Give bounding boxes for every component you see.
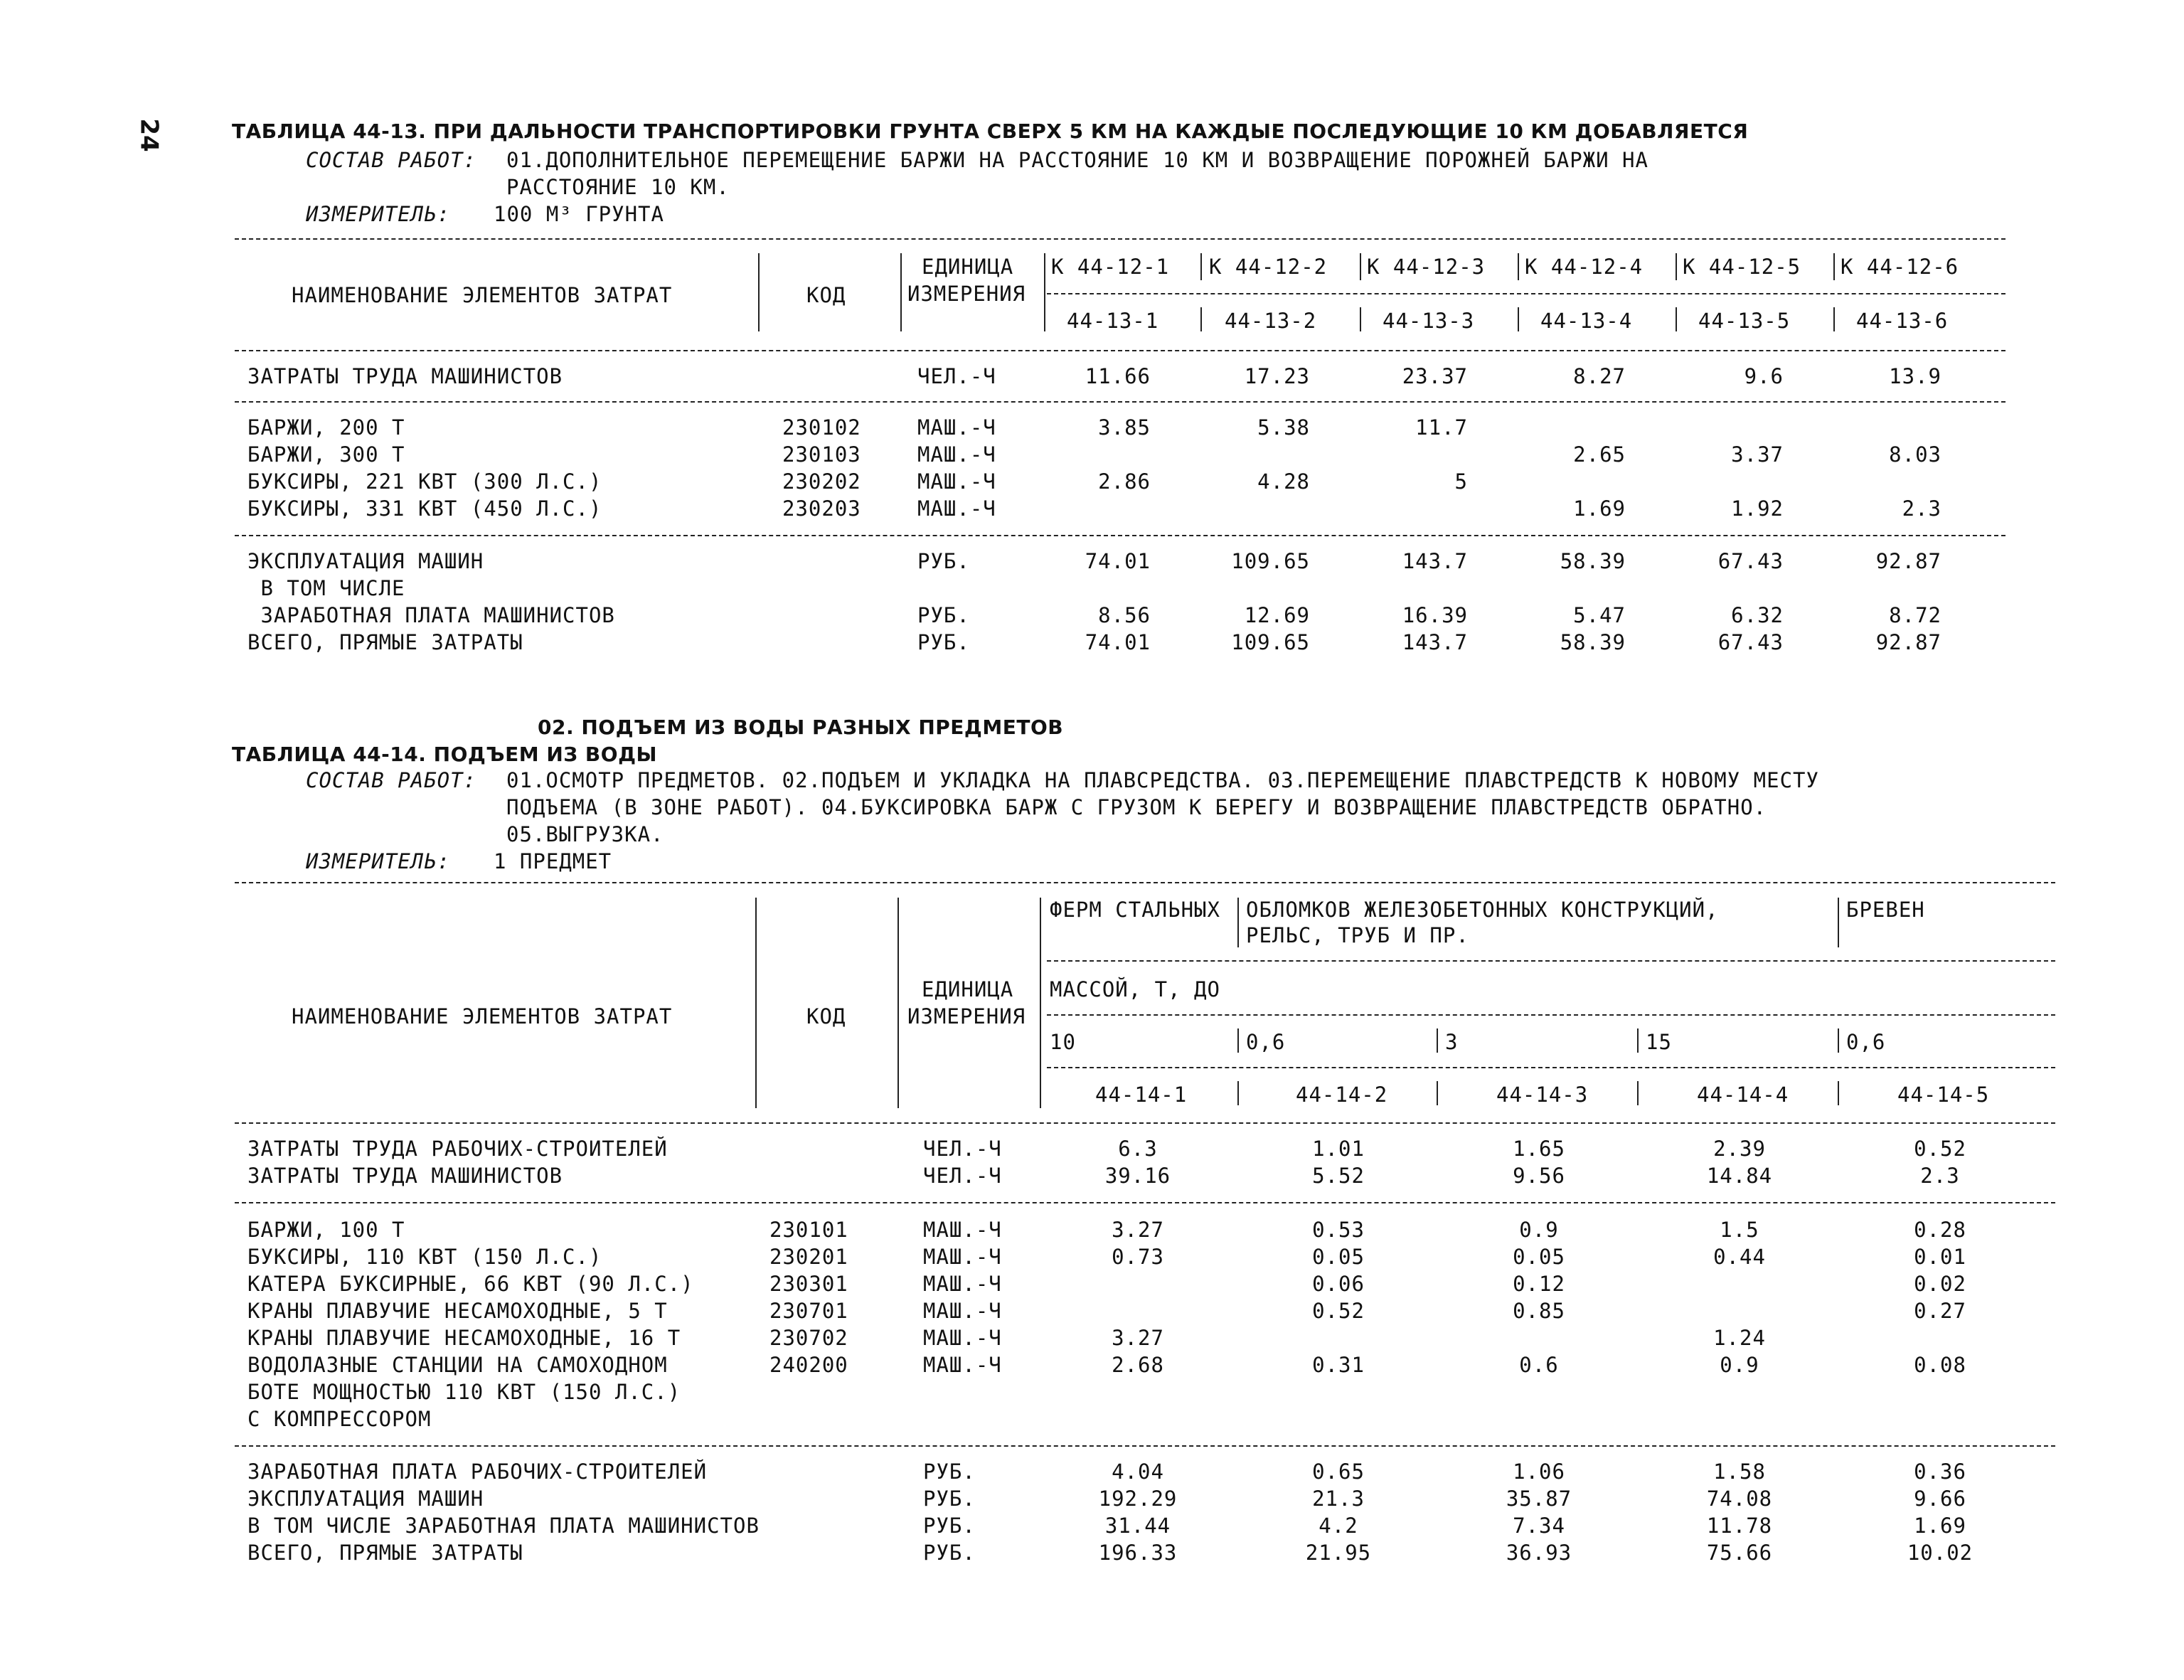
table-rule — [235, 1445, 2055, 1447]
table-cell-value: 0.28 — [1914, 1218, 1966, 1242]
table-cell-value: 0.52 — [1312, 1299, 1365, 1323]
table-cell-value: 75.66 — [1706, 1541, 1773, 1565]
table-cell-value: 1.69 — [1914, 1514, 1966, 1538]
table-rule — [235, 1202, 2055, 1203]
row-name: ЭКСПЛУАТАЦИЯ МАШИН — [247, 1487, 484, 1511]
table-cell-value: 6.3 — [1118, 1137, 1158, 1161]
work-composition-line-1: 01.ОСМОТР ПРЕДМЕТОВ. 02.ПОДЪЕМ И УКЛАДКА НА ПЛАВСРЕДСТВА. 03.ПЕРЕМЕЩЕНИЕ ПЛАВСТРЕДСТВ К НОВОМУ МЕСТУ — [506, 768, 1819, 792]
table-cell-value: 0.6 — [1519, 1353, 1559, 1377]
table-rule — [1047, 1014, 2055, 1016]
table-cell-value: 0.9 — [1519, 1218, 1559, 1242]
column-divider — [755, 898, 757, 1108]
row-unit: МАШ.-Ч — [923, 1245, 1002, 1269]
table-cell-value: 0.36 — [1914, 1460, 1966, 1484]
table-cell-value: 12.69 — [1244, 603, 1310, 627]
work-composition-label: СОСТАВ РАБОТ: — [306, 148, 476, 172]
row-unit: МАШ.-Ч — [917, 469, 996, 494]
table-cell-value: 3.37 — [1731, 442, 1784, 467]
table-cell-value: 14.84 — [1706, 1164, 1773, 1188]
work-composition-line-2: РАССТОЯНИЕ 10 КМ. — [506, 175, 730, 199]
table-cell-value: 4.04 — [1112, 1460, 1164, 1484]
table-cell-value: 36.93 — [1506, 1541, 1572, 1565]
table-cell-value: 143.7 — [1402, 549, 1468, 573]
row-unit: МАШ.-Ч — [923, 1272, 1002, 1296]
table-cell-value: 9.66 — [1914, 1487, 1966, 1511]
table-cell-value: 0.06 — [1312, 1272, 1365, 1296]
row-name: С КОМПРЕССОРОМ — [247, 1407, 432, 1431]
row-name: КРАНЫ ПЛАВУЧИЕ НЕСАМОХОДНЫЕ, 16 Т — [247, 1326, 681, 1350]
row-name: БУКСИРЫ, 331 КВТ (450 Л.С.) — [247, 496, 602, 521]
row-code: 230101 — [769, 1218, 848, 1242]
table-cell-value: 0.01 — [1914, 1245, 1966, 1269]
table-cell-value: 5.52 — [1312, 1164, 1365, 1188]
row-unit: МАШ.-Ч — [923, 1218, 1002, 1242]
table-cell-value: 2.65 — [1573, 442, 1626, 467]
column-divider — [1237, 1081, 1239, 1105]
table-cell-value: 7.34 — [1513, 1514, 1565, 1538]
column-code: 44-13-1 — [1067, 309, 1159, 333]
table-cell-value: 17.23 — [1244, 364, 1310, 388]
table-cell-value: 1.01 — [1312, 1137, 1365, 1161]
row-unit: МАШ.-Ч — [917, 496, 996, 521]
table-44-14-title: ТАБЛИЦА 44-14. ПОДЪЕМ ИЗ ВОДЫ — [232, 743, 658, 766]
table-cell-value: 67.43 — [1717, 549, 1784, 573]
table-cell-value: 3.85 — [1098, 415, 1151, 440]
table-cell-value: 0.12 — [1513, 1272, 1565, 1296]
table-cell-value: 9.6 — [1744, 364, 1784, 388]
header-code: КОД — [806, 1004, 846, 1028]
table-cell-value: 11.78 — [1706, 1514, 1773, 1538]
mass-value: 3 — [1445, 1030, 1459, 1054]
row-code: 230103 — [782, 442, 861, 467]
table-cell-value: 8.27 — [1573, 364, 1626, 388]
column-code: 44-13-6 — [1856, 309, 1949, 333]
table-rule — [1047, 293, 2005, 294]
column-code: 44-14-5 — [1897, 1083, 1990, 1107]
column-divider — [1437, 1081, 1438, 1105]
work-composition-line-1: 01.ДОПОЛНИТЕЛЬНОЕ ПЕРЕМЕЩЕНИЕ БАРЖИ НА РАССТОЯНИЕ 10 КМ И ВОЗВРАЩЕНИЕ ПОРОЖНЕЙ БАРЖИ НА — [506, 148, 1648, 172]
table-cell-value: 196.33 — [1098, 1541, 1178, 1565]
row-name: ЭКСПЛУАТАЦИЯ МАШИН — [247, 549, 484, 573]
table-cell-value: 5.38 — [1257, 415, 1310, 440]
table-rule — [235, 882, 2055, 883]
table-cell-value: 31.44 — [1104, 1514, 1171, 1538]
table-cell-value: 192.29 — [1098, 1487, 1178, 1511]
row-code: 240200 — [769, 1353, 848, 1377]
table-cell-value: 0.9 — [1720, 1353, 1759, 1377]
row-unit: МАШ.-Ч — [917, 415, 996, 440]
table-cell-value: 2.68 — [1112, 1353, 1164, 1377]
work-composition-line-2: ПОДЪЕМА (В ЗОНЕ РАБОТ). 04.БУКСИРОВКА БАРЖ С ГРУЗОМ К БЕРЕГУ И ВОЗВРАЩЕНИЕ ПЛАВСТРЕДСТВ ОБРАТНО. — [506, 795, 1767, 819]
column-divider — [1637, 1028, 1639, 1053]
column-divider — [1040, 898, 1041, 1108]
header-unit: ЕДИНИЦА — [922, 255, 1014, 279]
column-divider — [1838, 1028, 1839, 1053]
table-cell-value: 21.3 — [1312, 1487, 1365, 1511]
row-name: БАРЖИ, 100 Т — [247, 1218, 405, 1242]
row-unit: МАШ.-Ч — [923, 1353, 1002, 1377]
table-cell-value: 0.05 — [1513, 1245, 1565, 1269]
mass-value: 0,6 — [1846, 1030, 1886, 1054]
column-code: 44-14-1 — [1095, 1083, 1188, 1107]
table-rule — [235, 401, 2005, 403]
header-concrete-debris: РЕЛЬС, ТРУБ И ПР. — [1246, 923, 1469, 947]
table-cell-value: 4.2 — [1319, 1514, 1358, 1538]
column-divider — [1833, 253, 1835, 280]
column-divider — [1838, 898, 1839, 947]
row-name: ВСЕГО, ПРЯМЫЕ ЗАТРАТЫ — [247, 1541, 523, 1565]
row-unit: РУБ. — [923, 1487, 976, 1511]
row-code: 230203 — [782, 496, 861, 521]
column-divider — [1200, 307, 1202, 331]
section-heading: 02. ПОДЪЕМ ИЗ ВОДЫ РАЗНЫХ ПРЕДМЕТОВ — [538, 716, 1064, 739]
row-unit: ЧЕЛ.-Ч — [917, 364, 996, 388]
row-code: 230201 — [769, 1245, 848, 1269]
table-cell-value: 0.02 — [1914, 1272, 1966, 1296]
row-unit: РУБ. — [923, 1541, 976, 1565]
row-name: В ТОМ ЧИСЛЕ — [247, 576, 405, 600]
column-code-top: К 44-12-2 — [1209, 255, 1328, 279]
table-cell-value: 1.65 — [1513, 1137, 1565, 1161]
work-composition-label: СОСТАВ РАБОТ: — [306, 768, 476, 792]
header-unit: ИЗМЕРЕНИЯ — [907, 1004, 1026, 1028]
table-cell-value: 1.06 — [1513, 1460, 1565, 1484]
header-element-name: НАИМЕНОВАНИЕ ЭЛЕМЕНТОВ ЗАТРАТ — [292, 1004, 673, 1028]
table-cell-value: 23.37 — [1402, 364, 1468, 388]
measure-label: ИЗМЕРИТЕЛЬ: — [306, 202, 451, 226]
row-code: 230102 — [782, 415, 861, 440]
row-unit: ЧЕЛ.-Ч — [923, 1137, 1002, 1161]
column-divider — [1360, 307, 1361, 331]
mass-value: 10 — [1050, 1030, 1076, 1054]
work-composition-line-3: 05.ВЫГРУЗКА. — [506, 822, 664, 846]
column-divider — [1360, 253, 1361, 280]
table-cell-value: 0.85 — [1513, 1299, 1565, 1323]
row-name: ЗАРАБОТНАЯ ПЛАТА МАШИНИСТОВ — [247, 603, 615, 627]
column-code: 44-14-4 — [1697, 1083, 1789, 1107]
measure-value: 1 ПРЕДМЕТ — [494, 849, 612, 873]
table-rule — [1047, 1067, 2055, 1068]
table-cell-value: 21.95 — [1305, 1541, 1372, 1565]
column-code: 44-13-3 — [1383, 309, 1475, 333]
table-cell-value: 1.92 — [1731, 496, 1784, 521]
table-cell-value: 92.87 — [1875, 549, 1941, 573]
table-cell-value: 2.39 — [1713, 1137, 1766, 1161]
column-code: 44-14-3 — [1496, 1083, 1589, 1107]
column-divider — [1437, 1028, 1438, 1053]
table-cell-value: 74.08 — [1706, 1487, 1773, 1511]
header-unit: ИЗМЕРЕНИЯ — [907, 282, 1026, 306]
table-cell-value: 58.39 — [1560, 630, 1626, 654]
header-logs: БРЕВЕН — [1846, 898, 1925, 922]
table-44-13-title: ТАБЛИЦА 44-13. ПРИ ДАЛЬНОСТИ ТРАНСПОРТИРОВКИ ГРУНТА СВЕРХ 5 КМ НА КАЖДЫЕ ПОСЛЕДУЮЩИЕ 10 КМ ДОБАВЛЯЕТСЯ — [232, 119, 1749, 143]
row-unit: МАШ.-Ч — [917, 442, 996, 467]
row-name: БУКСИРЫ, 110 КВТ (150 Л.С.) — [247, 1245, 602, 1269]
row-name: В ТОМ ЧИСЛЕ ЗАРАБОТНАЯ ПЛАТА МАШИНИСТОВ — [247, 1514, 760, 1538]
table-rule — [235, 238, 2005, 240]
row-unit: МАШ.-Ч — [923, 1299, 1002, 1323]
column-divider — [1676, 307, 1677, 331]
row-name: ВСЕГО, ПРЯМЫЕ ЗАТРАТЫ — [247, 630, 523, 654]
row-unit: РУБ. — [917, 630, 970, 654]
table-cell-value: 6.32 — [1731, 603, 1784, 627]
row-name: ВОДОЛАЗНЫЕ СТАНЦИИ НА САМОХОДНОМ — [247, 1353, 668, 1377]
row-unit: РУБ. — [923, 1514, 976, 1538]
row-unit: РУБ. — [923, 1460, 976, 1484]
page-number: 24 — [134, 118, 164, 152]
table-cell-value: 11.7 — [1415, 415, 1468, 440]
row-code: 230202 — [782, 469, 861, 494]
table-cell-value: 143.7 — [1402, 630, 1468, 654]
column-code-top: К 44-12-5 — [1683, 255, 1801, 279]
column-divider — [1518, 253, 1519, 280]
column-divider — [1237, 898, 1239, 947]
table-rule — [235, 535, 2005, 536]
row-code: 230702 — [769, 1326, 848, 1350]
table-cell-value: 2.86 — [1098, 469, 1151, 494]
table-cell-value: 0.52 — [1914, 1137, 1966, 1161]
header-mass: МАССОЙ, Т, ДО — [1050, 977, 1220, 1001]
mass-value: 15 — [1646, 1030, 1672, 1054]
column-divider — [1838, 1081, 1839, 1105]
row-name: ЗАРАБОТНАЯ ПЛАТА РАБОЧИХ-СТРОИТЕЛЕЙ — [247, 1460, 708, 1484]
table-cell-value: 2.3 — [1920, 1164, 1960, 1188]
column-code: 44-13-4 — [1540, 309, 1633, 333]
header-concrete-debris: ОБЛОМКОВ ЖЕЛЕЗОБЕТОННЫХ КОНСТРУКЦИЙ, — [1246, 898, 1719, 922]
column-code: 44-13-5 — [1698, 309, 1791, 333]
table-cell-value: 109.65 — [1231, 549, 1310, 573]
row-name: ЗАТРАТЫ ТРУДА МАШИНИСТОВ — [247, 1164, 563, 1188]
table-cell-value: 11.66 — [1085, 364, 1151, 388]
row-unit: РУБ. — [917, 549, 970, 573]
table-cell-value: 16.39 — [1402, 603, 1468, 627]
table-cell-value: 13.9 — [1889, 364, 1941, 388]
table-cell-value: 92.87 — [1875, 630, 1941, 654]
table-cell-value: 5 — [1454, 469, 1468, 494]
column-code-top: К 44-12-6 — [1841, 255, 1959, 279]
table-cell-value: 0.44 — [1713, 1245, 1766, 1269]
table-cell-value: 8.72 — [1889, 603, 1941, 627]
table-cell-value: 10.02 — [1907, 1541, 1973, 1565]
table-cell-value: 58.39 — [1560, 549, 1626, 573]
table-cell-value: 0.05 — [1312, 1245, 1365, 1269]
table-cell-value: 39.16 — [1104, 1164, 1171, 1188]
table-cell-value: 0.73 — [1112, 1245, 1164, 1269]
measure-value: 100 М³ ГРУНТА — [494, 202, 664, 226]
table-cell-value: 4.28 — [1257, 469, 1310, 494]
column-code: 44-14-2 — [1296, 1083, 1388, 1107]
row-unit: МАШ.-Ч — [923, 1326, 1002, 1350]
column-divider — [1833, 307, 1835, 331]
header-steel-trusses: ФЕРМ СТАЛЬНЫХ — [1050, 898, 1220, 922]
table-cell-value: 9.56 — [1513, 1164, 1565, 1188]
column-divider — [758, 253, 760, 331]
column-divider — [1044, 253, 1045, 331]
row-name: БАРЖИ, 200 Т — [247, 415, 405, 440]
column-divider — [1518, 307, 1519, 331]
table-cell-value: 109.65 — [1231, 630, 1310, 654]
row-name: БУКСИРЫ, 221 КВТ (300 Л.С.) — [247, 469, 602, 494]
table-rule — [235, 350, 2005, 351]
table-cell-value: 67.43 — [1717, 630, 1784, 654]
row-name: БАРЖИ, 300 Т — [247, 442, 405, 467]
column-divider — [1676, 253, 1677, 280]
row-name: КАТЕРА БУКСИРНЫЕ, 66 КВТ (90 Л.С.) — [247, 1272, 694, 1296]
table-cell-value: 1.58 — [1713, 1460, 1766, 1484]
table-cell-value: 1.5 — [1720, 1218, 1759, 1242]
table-cell-value: 8.03 — [1889, 442, 1941, 467]
column-divider — [1200, 253, 1202, 280]
column-divider — [1637, 1081, 1639, 1105]
table-cell-value: 3.27 — [1112, 1218, 1164, 1242]
table-cell-value: 5.47 — [1573, 603, 1626, 627]
table-cell-value: 74.01 — [1085, 549, 1151, 573]
column-divider — [897, 898, 899, 1108]
row-name: БОТЕ МОЩНОСТЬЮ 110 КВТ (150 Л.С.) — [247, 1380, 681, 1404]
table-cell-value: 74.01 — [1085, 630, 1151, 654]
table-cell-value: 0.31 — [1312, 1353, 1365, 1377]
column-code-top: К 44-12-3 — [1367, 255, 1486, 279]
table-cell-value: 0.08 — [1914, 1353, 1966, 1377]
table-cell-value: 35.87 — [1506, 1487, 1572, 1511]
row-name: ЗАТРАТЫ ТРУДА МАШИНИСТОВ — [247, 364, 563, 388]
table-rule — [235, 1122, 2055, 1124]
table-cell-value: 1.69 — [1573, 496, 1626, 521]
column-code: 44-13-2 — [1225, 309, 1317, 333]
table-cell-value: 0.27 — [1914, 1299, 1966, 1323]
column-divider — [1237, 1028, 1239, 1053]
column-code-top: К 44-12-4 — [1525, 255, 1644, 279]
table-rule — [1047, 960, 2055, 962]
row-unit: РУБ. — [917, 603, 970, 627]
header-unit: ЕДИНИЦА — [922, 977, 1014, 1001]
row-name: ЗАТРАТЫ ТРУДА РАБОЧИХ-СТРОИТЕЛЕЙ — [247, 1137, 668, 1161]
mass-value: 0,6 — [1246, 1030, 1286, 1054]
column-code-top: К 44-12-1 — [1051, 255, 1170, 279]
table-cell-value: 2.3 — [1902, 496, 1941, 521]
header-code: КОД — [806, 283, 846, 307]
row-unit: ЧЕЛ.-Ч — [923, 1164, 1002, 1188]
column-divider — [900, 253, 902, 331]
table-cell-value: 1.24 — [1713, 1326, 1766, 1350]
measure-label: ИЗМЕРИТЕЛЬ: — [306, 849, 451, 873]
row-code: 230701 — [769, 1299, 848, 1323]
row-name: КРАНЫ ПЛАВУЧИЕ НЕСАМОХОДНЫЕ, 5 Т — [247, 1299, 668, 1323]
table-cell-value: 0.53 — [1312, 1218, 1365, 1242]
row-code: 230301 — [769, 1272, 848, 1296]
table-cell-value: 3.27 — [1112, 1326, 1164, 1350]
table-cell-value: 8.56 — [1098, 603, 1151, 627]
table-cell-value: 0.65 — [1312, 1460, 1365, 1484]
header-element-name: НАИМЕНОВАНИЕ ЭЛЕМЕНТОВ ЗАТРАТ — [292, 283, 673, 307]
